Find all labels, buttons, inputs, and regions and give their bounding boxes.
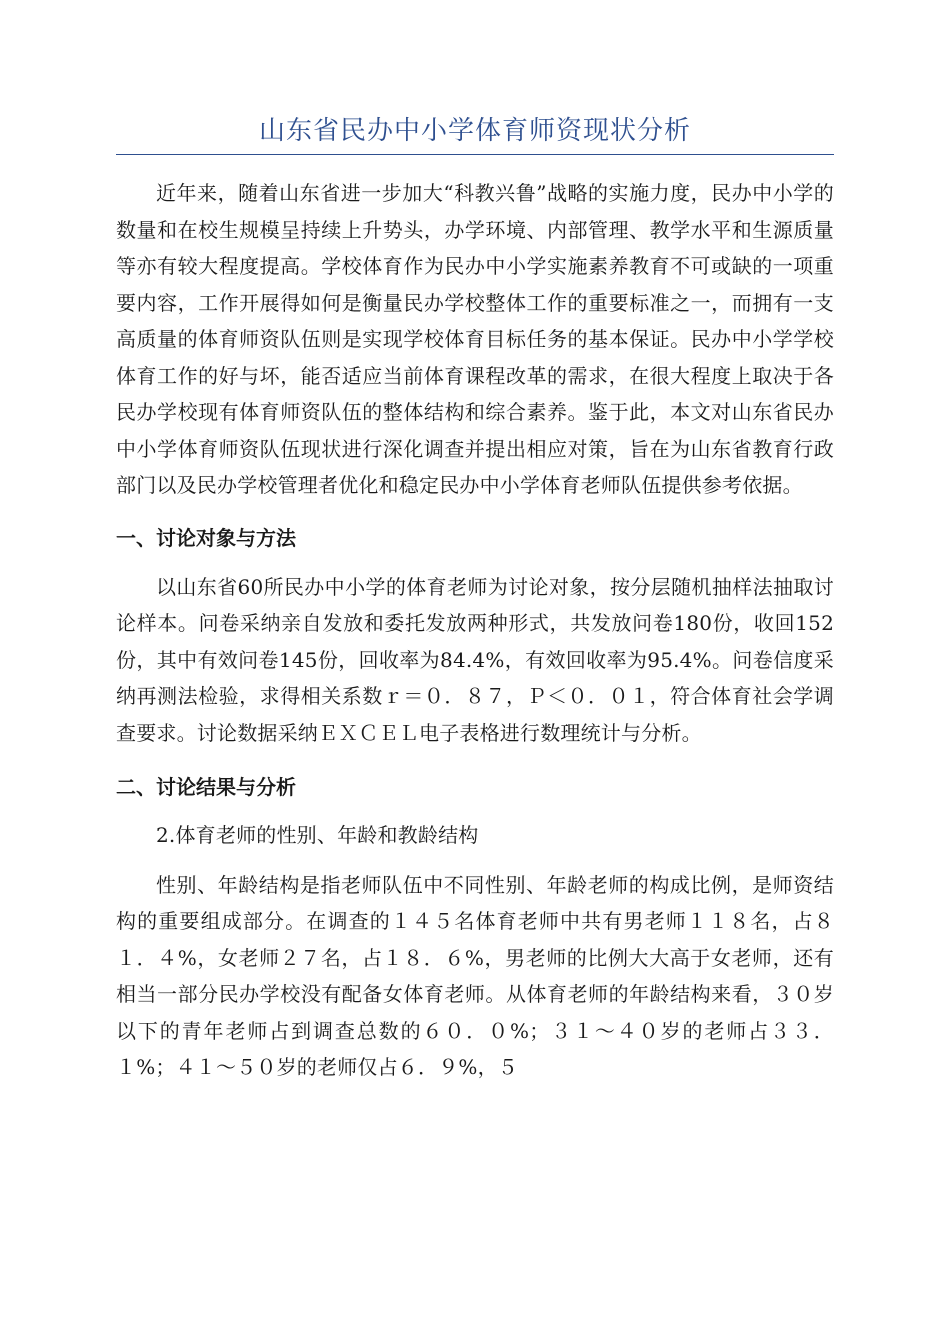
methods-paragraph: 以山东省60所民办中小学的体育老师为讨论对象，按分层随机抽样法抽取讨论样本。问卷采纳亲自发放和委托发放两种形式，共发放问卷180份，收回152份，其中有效问卷145份，回收率为84.4%，有效回收率为95.4%。问卷信度采纳再测法检验，求得相关系数ｒ＝０．８７，Ｐ＜０．０１，符合体育社会学调查要求。讨论数据采纳ＥＸＣＥＬ电子表格进行数理统计与分析。 bbox=[116, 574, 834, 745]
intro-paragraph: 近年来，随着山东省进一步加大“科教兴鲁”战略的实施力度，民办中小学的数量和在校生规模呈持续上升势头，办学环境、内部管理、教学水平和生源质量等亦有较大程度提高。学校体育作为民办中小学实施素养教育不可或缺的一项重要内容，工作开展得如何是衡量民办学校整体工作的重要标准之一，而拥有一支高质量的体育师资队伍则是实现学校体育目标任务的基本保证。民办中小学学校体育工作的好与坏，能否适应当前体育课程改革的需求，在很大程度上取决于各民办学校现有体育师资队伍的整体结构和综合素养。鉴于此，本文对山东省民办中小学体育师资队伍现状进行深化调查并提出相应对策，旨在为山东省教育行政部门以及民办学校管理者优化和稳定民办中小学体育老师队伍提供参考依据。 bbox=[116, 181, 834, 497]
section-heading-results: 二、讨论结果与分析 bbox=[116, 775, 296, 799]
document-page bbox=[116, 110, 834, 1086]
section-heading-methods: 一、讨论对象与方法 bbox=[116, 525, 296, 550]
results-paragraph: 性别、年龄结构是指老师队伍中不同性别、年龄老师的构成比例，是师资结构的重要组成部分。在调查的１４５名体育老师中共有男老师１１８名，占８１．４%，女老师２７名，占１８．６%，男老师的比例大大高于女老师，还有相当一部分民办学校没有配备女体育老师。从体育老师的年龄结构来看，３０岁以下的青年老师占到调查总数的６０．０%；３１～４０岁的老师占３３．１%；４１～５０岁的老师仅占６．９%，５ bbox=[116, 872, 834, 1079]
subsection-title: 2.体育老师的性别、年龄和教龄结构 bbox=[156, 823, 479, 847]
document-title: 山东省民办中小学体育师资现状分析 bbox=[116, 110, 834, 155]
